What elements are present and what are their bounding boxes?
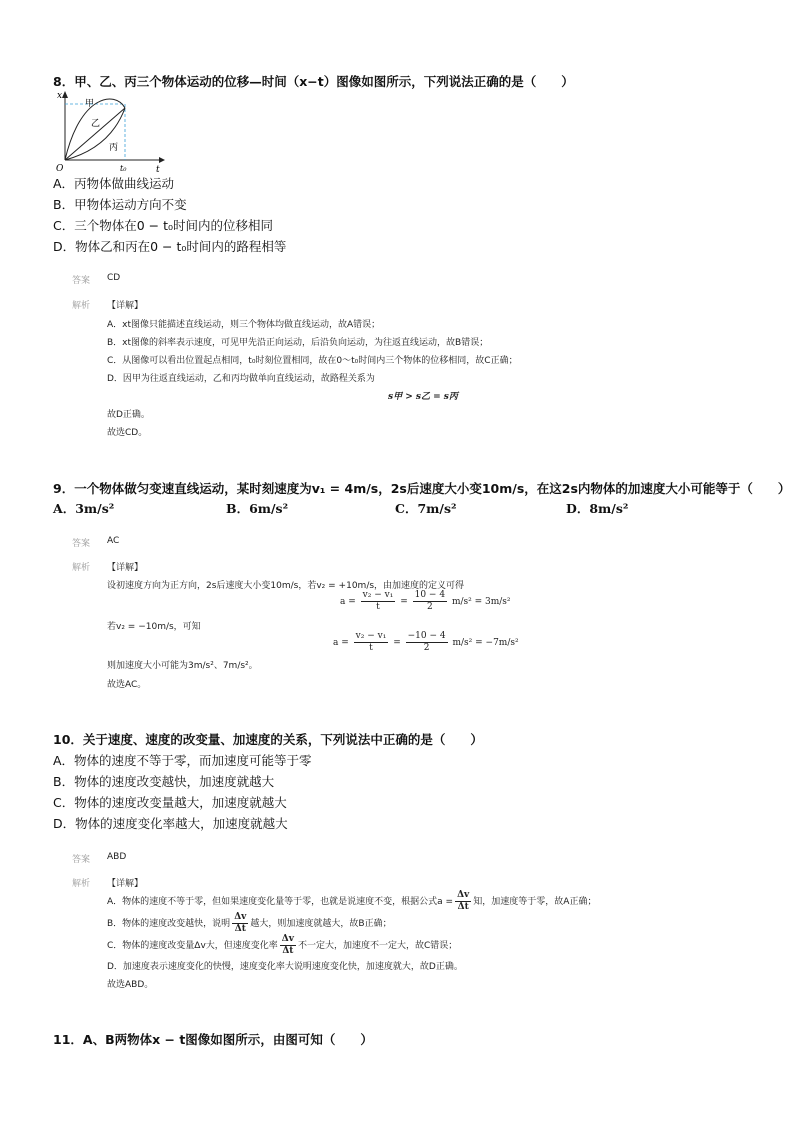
- graph-x-arrow-icon: [159, 157, 165, 163]
- q8-option-c[interactable]: C．三个物体在0 − t₀时间内的位移相同: [53, 218, 274, 233]
- q8-answer-tag: 答案: [72, 276, 91, 286]
- q9-analysis-line-1: 设初速度方向为正方向，2s后速度大小变10m/s，若v₂ = +10m/s，由加速度的定义可得: [107, 581, 465, 591]
- graph-label-jia: 甲: [85, 99, 95, 109]
- graph-y-arrow-icon: [62, 91, 68, 98]
- q9-equation-1: a = $\frac{\text{v₂ − v₁}}{t}$ = $\frac{10 - 4}{2}$ m/s² = 3m/s²: [340, 590, 511, 612]
- question-8-title: 8．甲、乙、丙三个物体运动的位移—时间（x−t）图像如图所示，下列说法正确的是（ ）: [53, 74, 574, 89]
- q8-option-a[interactable]: A．丙物体做曲线运动: [53, 176, 175, 191]
- q8-option-d[interactable]: D．物体乙和丙在0 − t₀时间内的路程相等: [53, 239, 287, 254]
- q10-analysis-c: C．物体的速度改变量Δv大，但速度变化率 $\frac{\Delta v}{\Delta t}$ 不一定大，加速度不一定大，故C错误；: [107, 934, 458, 956]
- q10-analysis-a: A．物体的速度不等于零，但如果速度变化量等于零，也就是说速度不变，根据公式a = $\frac{\Delta v}{\Delta t}$ 知，加速度等于零，故A正确；: [107, 890, 597, 912]
- q10-analysis-b: B．物体的速度改变越快，说明 $\frac{\Delta v}{\Delta t}$ 越大，则加速度就越大，故B正确；: [107, 912, 392, 934]
- question-11-title: 11．A、B两物体x − t图像如图所示，由图可知（ ）: [53, 1032, 373, 1047]
- q9-analysis-line-4: 故选AC。: [107, 680, 147, 690]
- question-10-title: 10．关于速度、速度的改变量、加速度的关系，下列说法中正确的是（ ）: [53, 732, 483, 747]
- q9-equation-2: a = $\frac{\text{v₂ − v₁}}{t}$ = $\frac{-10 - 4}{2}$ m/s² = −7m/s²: [333, 631, 519, 653]
- q10-answer: ABD: [107, 852, 127, 862]
- q9-option-a[interactable]: A．3m/s²: [53, 501, 115, 516]
- xt-graph: [55, 90, 165, 172]
- q8-analysis-c: C．从图像可以看出位置起点相同，t₀时刻位置相同，故在0～t₀时间内三个物体的位移相同，故C正确；: [107, 356, 518, 366]
- question-9-title: 9．一个物体做匀变速直线运动，某时刻速度为v₁ = 4m/s，2s后速度大小变10m/s，在这2s内物体的加速度大小可能等于（ ）: [53, 481, 791, 496]
- q8-conclusion-2: 故选CD。: [107, 428, 148, 438]
- q9-analysis-line-2: 若v₂ = −10m/s，可知: [107, 622, 201, 632]
- q8-option-b[interactable]: B．甲物体运动方向不变: [53, 197, 187, 212]
- graph-y-label: x: [57, 91, 63, 101]
- q10-detail-heading: 【详解】: [107, 879, 144, 889]
- q10-option-c[interactable]: C．物体的速度改变量越大，加速度就越大: [53, 795, 287, 810]
- q8-analysis-tag: 解析: [72, 301, 91, 311]
- q10-option-d[interactable]: D．物体的速度变化率越大，加速度就越大: [53, 816, 288, 831]
- q10-analysis-tag: 解析: [72, 879, 91, 889]
- q8-detail-heading: 【详解】: [107, 301, 144, 311]
- q9-option-c[interactable]: C．7m/s²: [395, 501, 457, 516]
- graph-label-bing: 丙: [109, 143, 119, 153]
- q8-analysis-d: D．因甲为往返直线运动，乙和丙均做单向直线运动，故路程关系为: [107, 374, 375, 384]
- q8-conclusion-1: 故D正确。: [107, 410, 150, 420]
- q8-answer: CD: [107, 273, 121, 283]
- q8-analysis-b: B．xt图像的斜率表示速度，可见甲先沿正向运动，后沿负向运动，为往返直线运动，故B错误；: [107, 338, 489, 348]
- q10-option-a[interactable]: A．物体的速度不等于零，而加速度可能等于零: [53, 753, 312, 768]
- q10-conclusion: 故选ABD。: [107, 980, 154, 990]
- q10-option-b[interactable]: B．物体的速度改变越快，加速度就越大: [53, 774, 275, 789]
- q10-analysis-d: D．加速度表示速度变化的快慢，速度变化率大说明速度变化快，加速度就大，故D正确。: [107, 962, 463, 972]
- q8-analysis-a: A．xt图像只能描述直线运动，则三个物体均做直线运动，故A错误；: [107, 320, 381, 330]
- q9-option-d[interactable]: D．8m/s²: [566, 501, 629, 516]
- graph-t0-label: t₀: [120, 164, 127, 172]
- graph-label-yi: 乙: [91, 119, 101, 129]
- q10-answer-tag: 答案: [72, 855, 91, 865]
- q9-answer-tag: 答案: [72, 539, 91, 549]
- q9-analysis-line-3: 则加速度大小可能为3m/s²、7m/s²。: [107, 661, 258, 671]
- graph-x-label: t: [156, 165, 160, 172]
- q9-detail-heading: 【详解】: [107, 563, 144, 573]
- graph-origin-label: O: [56, 164, 64, 172]
- q8-equation: s甲 > s乙 = s丙: [388, 392, 458, 402]
- q9-analysis-tag: 解析: [72, 563, 91, 573]
- q9-option-b[interactable]: B．6m/s²: [226, 501, 289, 516]
- q9-answer: AC: [107, 536, 120, 546]
